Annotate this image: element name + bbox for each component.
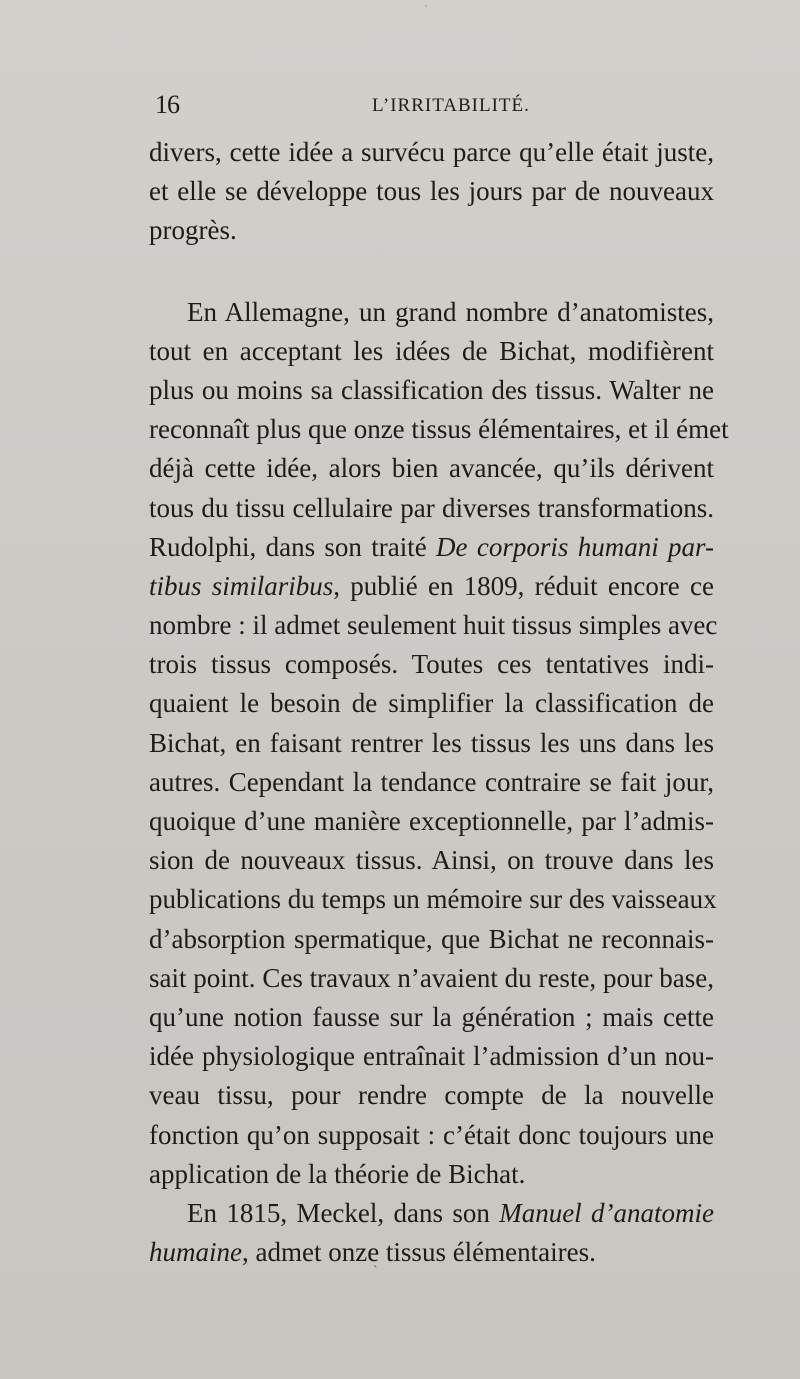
text-line: humaine, admet onze tissus élémentaires. bbox=[149, 1237, 596, 1268]
paper-speck: ` bbox=[424, 2, 429, 17]
body-text bbox=[149, 133, 729, 1272]
book-title: tibus similaribus bbox=[149, 570, 334, 601]
text-line: et elle se développe tous les jours par de nouveaux bbox=[149, 176, 714, 207]
text-line: nombre : il admet seulement huit tissus simples avec bbox=[149, 610, 718, 641]
text-line: quaient le besoin de simplifier la classification de bbox=[149, 688, 714, 719]
text-line: plus ou moins sa classification des tissus. Walter ne bbox=[149, 374, 714, 405]
paragraph-start: En 1815, Meckel, dans son Manuel d’anatomie bbox=[187, 1197, 715, 1228]
page-number: 16 bbox=[155, 90, 179, 119]
book-title: De corporis humani par- bbox=[436, 531, 714, 562]
text-line: fonction qu’on supposait : c’était donc toujours une bbox=[149, 1119, 714, 1150]
text-line: déjà cette idée, alors bien avancée, qu’ils dérivent bbox=[149, 453, 714, 484]
text-line: application de la théorie de Bichat. bbox=[149, 1158, 526, 1189]
text-line: progrès. bbox=[149, 215, 237, 246]
text-line: sion de nouveaux tissus. Ainsi, on trouve dans les bbox=[149, 845, 714, 876]
text-line: trois tissus composés. Toutes ces tentatives indi- bbox=[149, 649, 714, 680]
text-line: tous du tissu cellulaire par diverses transformations. bbox=[149, 492, 714, 523]
book-title: Manuel d’anatomie bbox=[499, 1197, 715, 1228]
paper-mark: ` bbox=[373, 1264, 378, 1279]
text-line: sait point. Ces travaux n’avaient du reste, pour base, bbox=[149, 962, 714, 993]
text-line: d’absorption spermatique, que Bichat ne reconnais- bbox=[149, 923, 714, 954]
text-line: idée physiologique entraînait l’admission d’un nou- bbox=[149, 1041, 714, 1072]
page-header bbox=[155, 90, 715, 130]
paragraph-start: En Allemagne, un grand nombre d’anatomistes, bbox=[187, 296, 714, 327]
text-line: tout en acceptant les idées de Bichat, modifièrent bbox=[149, 335, 714, 366]
text-line: divers, cette idée a survécu parce qu’elle était juste, bbox=[149, 137, 714, 167]
text-line: Bichat, en faisant rentrer les tissus les uns dans les bbox=[149, 727, 714, 758]
book-title: humaine bbox=[149, 1237, 242, 1268]
text-line: qu’une notion fausse sur la génération ; mais cette bbox=[149, 1001, 714, 1032]
text-line: tibus similaribus, publié en 1809, réduit encore ce bbox=[149, 570, 714, 601]
text-line: Rudolphi, dans son traité De corporis humani par- bbox=[149, 531, 714, 562]
running-head: L’IRRITABILITÉ. bbox=[372, 95, 530, 116]
text-line: publications du temps un mémoire sur des vaisseaux bbox=[149, 884, 717, 915]
text-line: autres. Cependant la tendance contraire se fait jour, bbox=[149, 766, 714, 797]
text-line: quoique d’une manière exceptionnelle, par l’admis- bbox=[149, 806, 714, 836]
text-line: reconnaît plus que onze tissus élémentaires, et il émet bbox=[149, 414, 729, 445]
text-line: veau tissu, pour rendre compte de la nouvelle bbox=[149, 1080, 714, 1111]
